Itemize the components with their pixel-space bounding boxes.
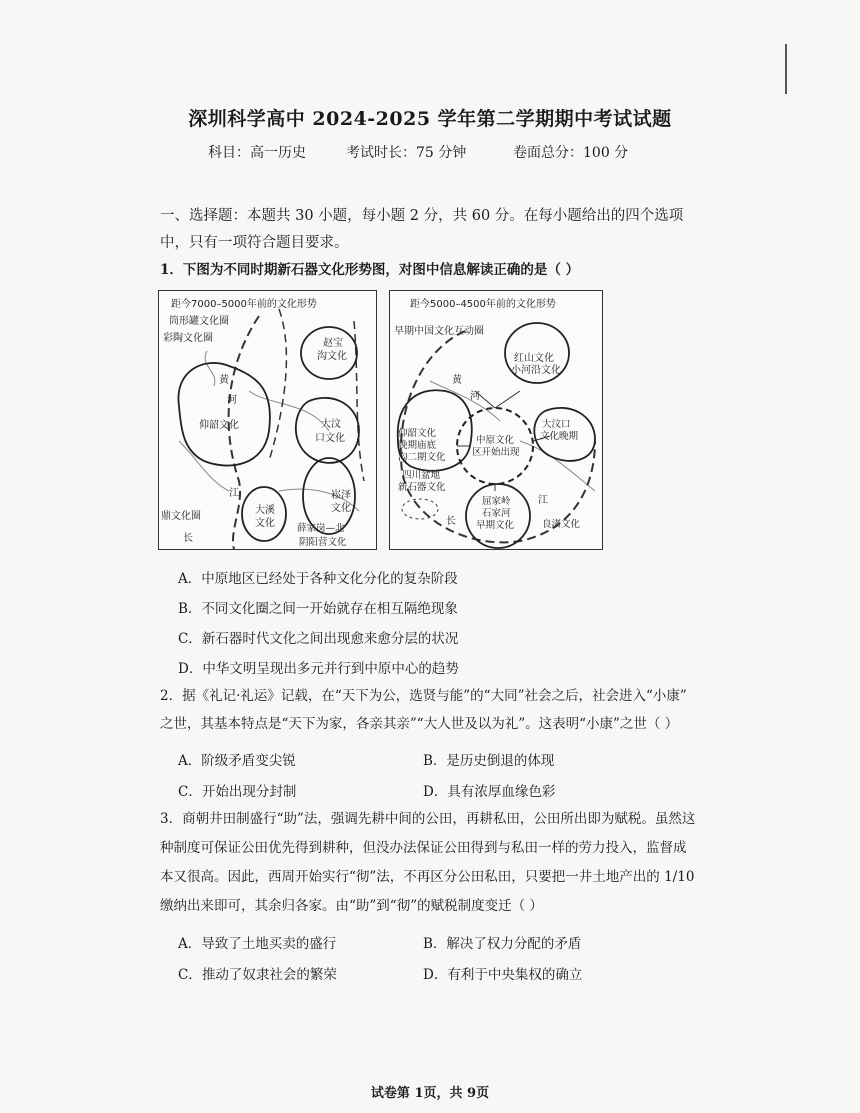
map-label: 长 xyxy=(183,533,193,544)
map-label: 江 xyxy=(538,495,548,506)
map-label: 区开始出现 xyxy=(472,447,520,458)
question-3-line: 种制度可保证公田优先得到耕种，但没办法保证公田得到与私田一样的劳力投入，监督成 xyxy=(160,840,687,856)
map-label: 河 xyxy=(470,391,480,402)
section-intro xyxy=(160,203,700,257)
question-2-line: 之世，其基本特点是“天下为家，各亲其亲”“大人世及以为礼”。这表明“小康”之世（ ） xyxy=(160,716,679,732)
map-label: 石家河 xyxy=(482,508,511,519)
question-2-stem xyxy=(160,682,705,738)
question-3-line: 缴纳出来即可，其余归各家。由“助”到“彻”的赋税制度变迁（ ） xyxy=(160,898,543,914)
question-3-line: 3．商朝井田制盛行“助”法，强调先耕中间的公田，再耕私田，公田所出即为赋税。虽然这 xyxy=(160,811,696,827)
map-left-title: 距今7000–5000年前的文化形势 xyxy=(171,299,317,310)
exam-title: 深圳科学高中 2024-2025 学年第二学期期中考试试题 xyxy=(188,108,672,130)
map-label: 大汶 xyxy=(321,419,341,430)
question-1-stem: 1．下图为不同时期新石器文化形势图，对图中信息解读正确的是（ ） xyxy=(160,262,580,278)
q1-option-a[interactable]: A．中原地区已经处于各种文化分化的复杂阶段 xyxy=(178,571,458,587)
q3-option-b[interactable]: B．解决了权力分配的矛盾 xyxy=(423,936,582,952)
map-label: 阴阳营文化 xyxy=(299,537,347,548)
map-label: 红山文化 xyxy=(514,353,554,364)
question-3-stem xyxy=(160,805,705,921)
q1-option-c[interactable]: C．新石器时代文化之间出现愈来愈分层的状况 xyxy=(178,631,459,647)
q3-option-a[interactable]: A．导致了土地买卖的盛行 xyxy=(178,936,337,952)
page-number: 试卷第 1页，共 9页 xyxy=(370,1086,490,1101)
map-right xyxy=(389,290,603,550)
map-label: 晚期庙底 xyxy=(398,440,437,451)
map-label: 早期中国文化互动圈 xyxy=(394,326,484,337)
map-label: 江 xyxy=(229,488,239,499)
section-intro-line: 中，只有一项符合题目要求。 xyxy=(160,235,349,251)
q2-option-b[interactable]: B．是历史倒退的体现 xyxy=(423,753,555,769)
map-label: 彩陶文化圈 xyxy=(163,333,213,344)
map-label: 小河沿文化 xyxy=(511,365,561,376)
map-label: 仰韶文化 xyxy=(199,420,239,431)
map-label: 沟文化 xyxy=(317,351,347,362)
q3-option-d[interactable]: D．有利于中央集权的确立 xyxy=(423,967,583,983)
question-3-line: 本又很高。因此，西周开始实行“彻”法，不再区分公田私田，只要把一井土地产出的 1/10 xyxy=(160,869,695,885)
q1-option-b[interactable]: B．不同文化圈之间一开始就存在相互隔绝现象 xyxy=(178,601,458,617)
page-edge-mark xyxy=(785,44,787,94)
map-left xyxy=(158,290,377,550)
question-2-line: 2．据《礼记·礼运》记载，在“天下为公，选贤与能”的“大同”社会之后，社会进入“小康” xyxy=(160,688,687,704)
map-label: 大汶口 xyxy=(542,419,571,430)
map-label: 仰韶文化 xyxy=(398,428,437,439)
duration-label: 考试时长：75 分钟 xyxy=(346,145,467,161)
q2-option-a[interactable]: A．阶级矛盾变尖锐 xyxy=(178,753,296,769)
map-label: 文化 xyxy=(331,503,351,514)
map-label: 早期文化 xyxy=(476,520,515,531)
map-label: 口文化 xyxy=(315,433,345,444)
map-label: 文化 xyxy=(255,518,275,529)
map-label: 鼎文化圈 xyxy=(161,511,201,522)
map-label: 赵宝 xyxy=(323,338,343,349)
map-label: 黄 xyxy=(452,375,462,386)
map-label: 河 xyxy=(227,395,237,406)
map-label: 新石器文化 xyxy=(398,482,446,493)
q2-option-c[interactable]: C．开始出现分封制 xyxy=(178,784,297,800)
map-label: 文化晚期 xyxy=(540,431,579,442)
map-label: 长 xyxy=(446,516,456,527)
score-label: 卷面总分：100 分 xyxy=(513,145,629,161)
section-intro-line: 一、选择题：本题共 30 小题，每小题 2 分，共 60 分。在每小题给出的四个选项 xyxy=(160,208,684,224)
map-label: 大溪 xyxy=(255,505,275,516)
q3-option-c[interactable]: C．推动了奴隶社会的繁荣 xyxy=(178,967,337,983)
map-label: 沟二期文化 xyxy=(398,452,446,463)
q2-option-d[interactable]: D．具有浓厚血缘色彩 xyxy=(423,784,556,800)
map-label: 四川盆地 xyxy=(402,470,441,481)
map-label: 筒形罐文化圈 xyxy=(169,316,229,327)
map-label: 崧泽 xyxy=(331,490,351,501)
map-label: 屈家岭 xyxy=(482,496,511,507)
map-label: 黄 xyxy=(219,375,229,386)
map-label: 良渚文化 xyxy=(542,519,581,530)
map-right-title: 距今5000–4500年前的文化形势 xyxy=(410,299,556,310)
map-label: 薛家岗—北 xyxy=(297,523,345,534)
map-label: 中原文化 xyxy=(476,435,515,446)
map-left-drawing xyxy=(159,291,376,549)
map-right-drawing xyxy=(390,291,602,549)
q1-option-d[interactable]: D．中华文明呈现出多元并行到中原中心的趋势 xyxy=(178,661,459,677)
subject-label: 科目：高一历史 xyxy=(208,145,306,161)
